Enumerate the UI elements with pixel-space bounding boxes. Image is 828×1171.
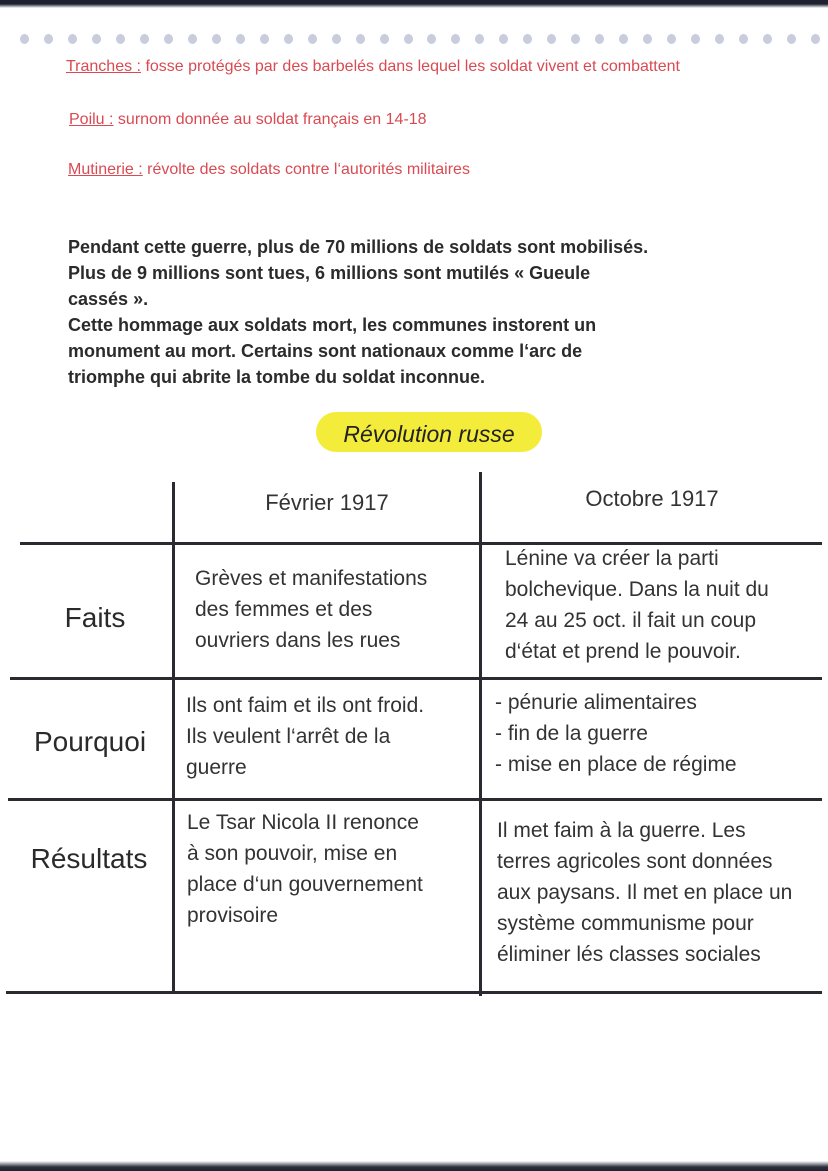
- definition-mutinerie: [68, 161, 470, 179]
- table-hline-row2: [8, 798, 822, 801]
- cell-line: - mise en place de régime: [495, 753, 737, 776]
- definition-term: Poilu :: [69, 111, 114, 128]
- table-vline-2: [479, 472, 482, 996]
- cell-resultats-octobre: [497, 815, 819, 970]
- cell-line: des femmes et des: [195, 598, 373, 621]
- binder-hole: [451, 34, 460, 44]
- cell-line: éliminer lés classes sociales: [497, 943, 761, 966]
- cell-line: Ils ont faim et ils ont froid.: [186, 694, 425, 717]
- binder-hole: [499, 34, 508, 44]
- paragraph-line: Cette hommage aux soldats mort, les communes instorent un: [68, 315, 597, 335]
- cell-line: provisoire: [187, 904, 279, 927]
- binder-hole: [236, 34, 245, 44]
- binder-hole: [92, 34, 101, 44]
- cell-line: Ils veulent l‘arrêt de la: [186, 725, 391, 748]
- cell-line: Il met faim à la guerre. Les: [497, 819, 746, 842]
- cell-line: ouvriers dans les rues: [195, 629, 401, 652]
- column-header-fevrier: Février 1917: [265, 490, 389, 515]
- binder-hole: [523, 34, 532, 44]
- row-header-pourquoi: Pourquoi: [33, 726, 147, 757]
- binder-hole: [332, 34, 341, 44]
- binder-hole: [404, 34, 413, 44]
- binder-hole: [475, 34, 484, 44]
- binder-hole: [427, 34, 436, 44]
- binder-hole: [619, 34, 628, 44]
- cell-line: place d‘un gouvernement: [187, 873, 423, 896]
- binder-hole: [715, 34, 724, 44]
- column-header-octobre: Octobre 1917: [585, 486, 719, 511]
- cell-line: - fin de la guerre: [495, 722, 648, 745]
- definition-text: fosse protégés par des barbelés dans lequel les soldat vivent et combattent: [141, 58, 680, 75]
- cell-faits-fevrier: [195, 563, 427, 656]
- row-header-resultats: Résultats: [30, 843, 148, 874]
- binder-hole: [667, 34, 676, 44]
- binder-hole: [140, 34, 149, 44]
- binder-hole: [116, 34, 125, 44]
- paragraph-line: monument au mort. Certains sont nationaux comme l‘arc de: [68, 341, 583, 361]
- binder-hole: [739, 34, 748, 44]
- cell-line: terres agricoles sont données: [497, 850, 773, 873]
- cell-pourquoi-octobre: [495, 687, 737, 780]
- binder-hole: [595, 34, 604, 44]
- binder-hole: [811, 34, 820, 44]
- definition-term: Mutinerie :: [68, 161, 143, 178]
- cell-line: Le Tsar Nicola II renonce: [187, 811, 419, 834]
- definition-text: surnom donnée au soldat français en 14-18: [113, 111, 427, 128]
- cell-line: à son pouvoir, mise en: [187, 842, 398, 865]
- cell-pourquoi-fevrier: [186, 690, 424, 783]
- binder-hole: [68, 34, 77, 44]
- binder-hole: [188, 34, 197, 44]
- table-hline-bottom: [6, 991, 822, 994]
- paragraph-line: Pendant cette guerre, plus de 70 millions de soldats sont mobilisés.: [68, 237, 649, 257]
- binder-hole: [643, 34, 652, 44]
- binder-hole: [164, 34, 173, 44]
- binder-hole: [20, 34, 29, 44]
- row-header-faits: Faits: [64, 602, 126, 633]
- binder-hole: [260, 34, 269, 44]
- binder-hole: [380, 34, 389, 44]
- binder-hole: [691, 34, 700, 44]
- definition-tranches: [66, 58, 680, 76]
- binder-hole: [284, 34, 293, 44]
- cell-line: système communisme pour: [497, 912, 754, 935]
- definition-text: révolte des soldats contre l‘autorités militaires: [142, 161, 470, 178]
- cell-line: d‘état et prend le pouvoir.: [505, 640, 741, 663]
- table-vline-1: [172, 482, 175, 994]
- page-bottom-edge: [0, 1161, 828, 1171]
- binder-holes: [20, 28, 820, 50]
- binder-hole: [44, 34, 53, 44]
- cell-line: - pénurie alimentaires: [495, 691, 697, 714]
- binder-hole: [571, 34, 580, 44]
- paragraph-line: Plus de 9 millions sont tues, 6 millions sont mutilés « Gueule: [68, 263, 591, 283]
- binder-hole: [547, 34, 556, 44]
- cell-line: Lénine va créer la parti: [505, 547, 719, 570]
- cell-line: bolchevique. Dans la nuit du: [505, 578, 769, 601]
- definition-poilu: [69, 111, 427, 129]
- binder-hole: [356, 34, 365, 44]
- section-title: Révolution russe: [343, 421, 515, 447]
- paragraph-line: cassés ».: [68, 289, 149, 309]
- binder-hole: [763, 34, 772, 44]
- cell-line: 24 au 25 oct. il fait un coup: [505, 609, 757, 632]
- cell-line: aux paysans. Il met en place un: [497, 881, 793, 904]
- cell-line: guerre: [186, 756, 247, 779]
- cell-line: Grèves et manifestations: [195, 567, 428, 590]
- binder-hole: [212, 34, 221, 44]
- paragraph-line: triomphe qui abrite la tombe du soldat inconnue.: [68, 367, 486, 387]
- summary-paragraph: [68, 234, 728, 390]
- definition-term: Tranches :: [66, 58, 141, 75]
- cell-faits-octobre: [505, 543, 769, 667]
- page-top-edge: [0, 0, 828, 10]
- binder-hole: [787, 34, 796, 44]
- section-title-highlight: [316, 412, 542, 452]
- cell-resultats-fevrier: [187, 807, 423, 931]
- binder-hole: [308, 34, 317, 44]
- table-hline-row1: [10, 677, 822, 680]
